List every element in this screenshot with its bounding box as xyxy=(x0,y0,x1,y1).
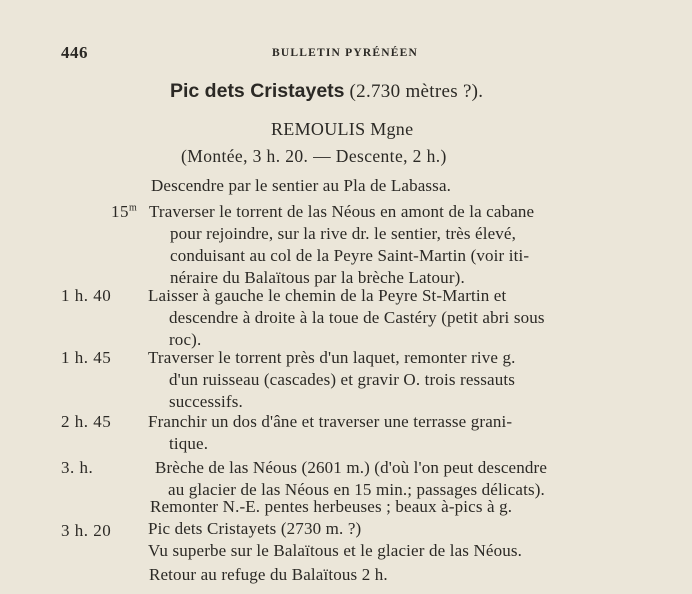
summit-line: Pic dets Cristayets (2730 m. ?) xyxy=(148,519,362,538)
title-main: Pic dets Cristayets xyxy=(170,80,345,102)
step-time: 2 h. 45 xyxy=(61,412,112,431)
step-line: descendre à droite à la toue de Castéry (petit abri sous xyxy=(169,308,545,327)
step-line: au glacier de las Néous en 15 min.; passages délicats). xyxy=(168,480,545,499)
summit-time: 3 h. 20 xyxy=(61,521,112,540)
step-line: Brèche de las Néous (2601 m.) (d'où l'on peut descendre xyxy=(155,458,548,477)
step-line: Franchir un dos d'âne et traverser une terrasse grani- xyxy=(148,412,513,431)
step-time: 1 h. 40 xyxy=(61,286,112,305)
step-line: roc). xyxy=(169,330,202,349)
step-description xyxy=(148,347,668,413)
step-description xyxy=(148,411,668,455)
closing-line: Vu superbe sur le Balaïtous et le glacier de las Néous. xyxy=(148,541,523,560)
step-line: néraire du Balaïtous par la brèche Latour). xyxy=(170,268,465,287)
step-line: conduisant au col de la Peyre Saint-Martin (voir iti- xyxy=(170,246,530,265)
step-line: pour rejoindre, sur la rive dr. le sentier, très élevé, xyxy=(170,224,517,243)
running-head: BULLETIN PYRÉNÉEN xyxy=(272,47,418,59)
closing-line: Retour au refuge du Balaïtous 2 h. xyxy=(149,565,388,584)
step-line: Traverser le torrent près d'un laquet, remonter rive g. xyxy=(148,348,516,367)
after-breche-line: Remonter N.-E. pentes herbeuses ; beaux à-pics à g. xyxy=(150,497,513,516)
section-title xyxy=(170,80,483,103)
step-time: 1 h. 45 xyxy=(61,348,112,367)
step-line: successifs. xyxy=(169,392,243,411)
step-description xyxy=(148,285,668,351)
step-time: 3. h. xyxy=(61,458,94,477)
step-description xyxy=(155,457,675,501)
step-time-value: 15 xyxy=(111,202,129,221)
step-time-unit: m xyxy=(129,202,138,214)
route-times: (Montée, 3 h. 20. — Descente, 2 h.) xyxy=(181,146,447,166)
intro-line: Descendre par le sentier au Pla de Labassa. xyxy=(151,176,452,195)
page-number: 446 xyxy=(61,43,88,62)
step-line: d'un ruisseau (cascades) et gravir O. trois ressauts xyxy=(169,370,516,389)
step-line: Laisser à gauche le chemin de la Peyre St-Martin et xyxy=(148,286,507,305)
route-name: REMOULIS Mgne xyxy=(271,119,414,139)
step-line: Traverser le torrent de las Néous en amont de la cabane xyxy=(149,202,535,221)
step-line: tique. xyxy=(169,434,209,453)
title-altitude: (2.730 mètres ?). xyxy=(349,81,484,102)
step-time xyxy=(111,202,137,222)
step-description xyxy=(149,201,669,289)
